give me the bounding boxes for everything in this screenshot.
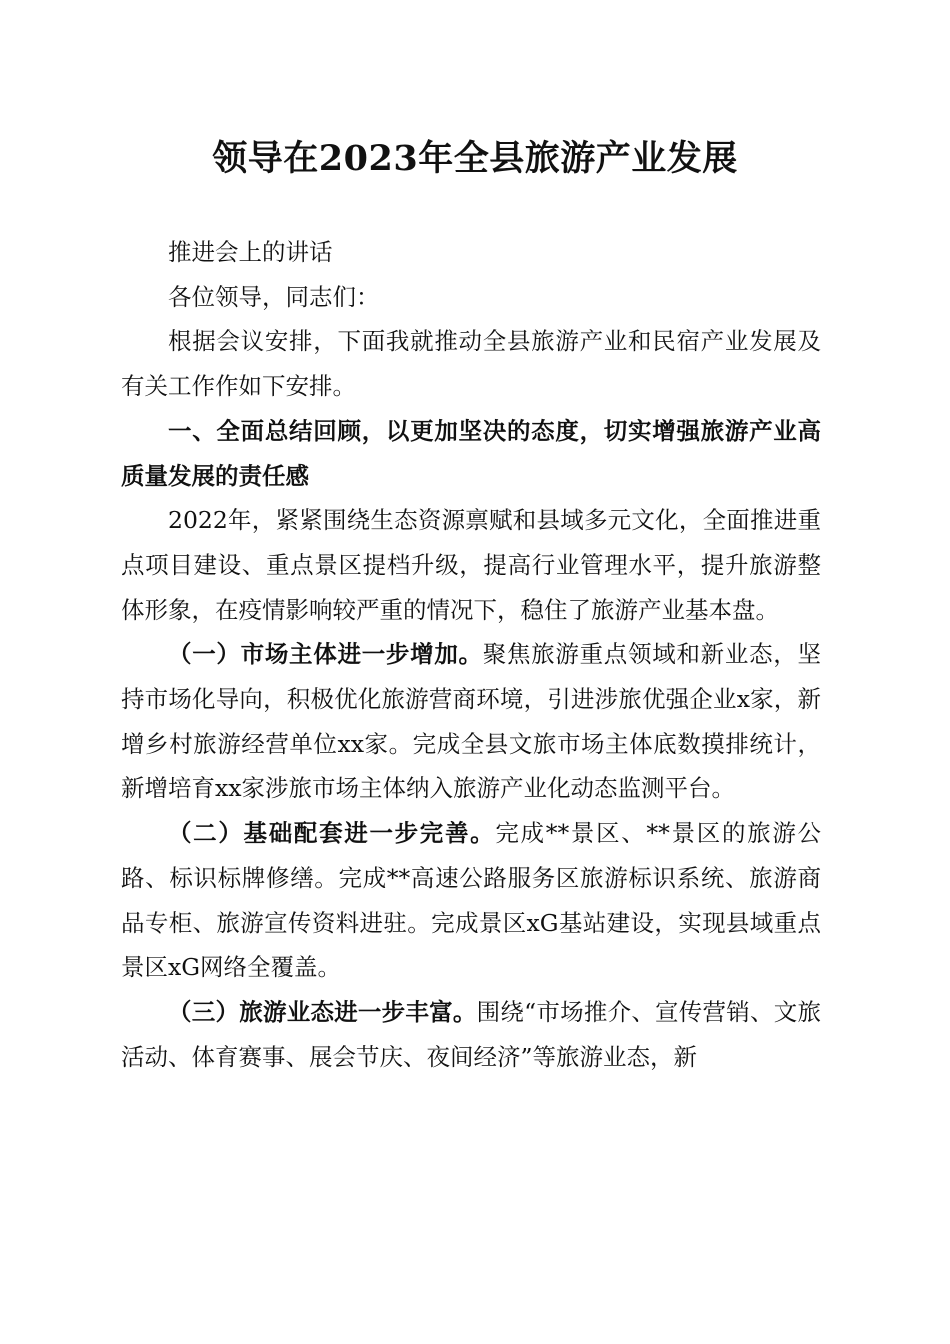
intro-paragraph: 根据会议安排，下面我就推动全县旅游产业和民宿产业发展及有关工作作如下安排。 — [121, 327, 821, 401]
section-2-paragraph — [121, 811, 821, 990]
section-3-lead: （三）旅游业态进一步丰富。 — [168, 997, 477, 1026]
section-1-lead: （一）市场主体进一步增加。 — [168, 640, 483, 669]
section-2-text: 完成**景区、**景区的旅游公路、标识标牌修缮。完成**高速公路服务区旅游标识系统、旅游商品专柜、旅游宣传资料进驻。完成景区xG基站建设，实现县域重点景区xG网络全覆盖。 — [121, 819, 822, 982]
section-3-paragraph — [121, 990, 821, 1079]
section-heading-1: 一、全面总结回顾，以更加坚决的态度，切实增强旅游产业高质量发展的责任感 — [121, 416, 821, 490]
section-1-text: 聚焦旅游重点领域和新业态，坚持市场化导向，积极优化旅游营商环境，引进涉旅优强企业x家，新增乡村旅游经营单位xx家。完成全县文旅市场主体底数摸排统计，新增培育xx家涉旅市场主体纳入旅游产业化动态监测平台。 — [121, 640, 821, 803]
subtitle-line: 推进会上的讲话 — [168, 238, 333, 266]
section-3-text: 围绕“市场推介、宣传营销、文旅活动、体育赛事、展会节庆、夜间经济”等旅游业态，新 — [121, 997, 822, 1071]
section-1-paragraph — [121, 632, 821, 811]
document-title: 领导在2023年全县旅游产业发展 — [212, 138, 738, 179]
paragraph-2022: 2022年，紧紧围绕生态资源禀赋和县域多元文化，全面推进重点项目建设、重点景区提档升级，提高行业管理水平，提升旅游整体形象，在疫情影响较严重的情况下，稳住了旅游产业基本盘。 — [121, 506, 821, 624]
document-body — [121, 230, 821, 1079]
section-2-lead: （二）基础配套进一步完善。 — [168, 819, 496, 848]
salutation: 各位领导，同志们： — [168, 282, 380, 311]
